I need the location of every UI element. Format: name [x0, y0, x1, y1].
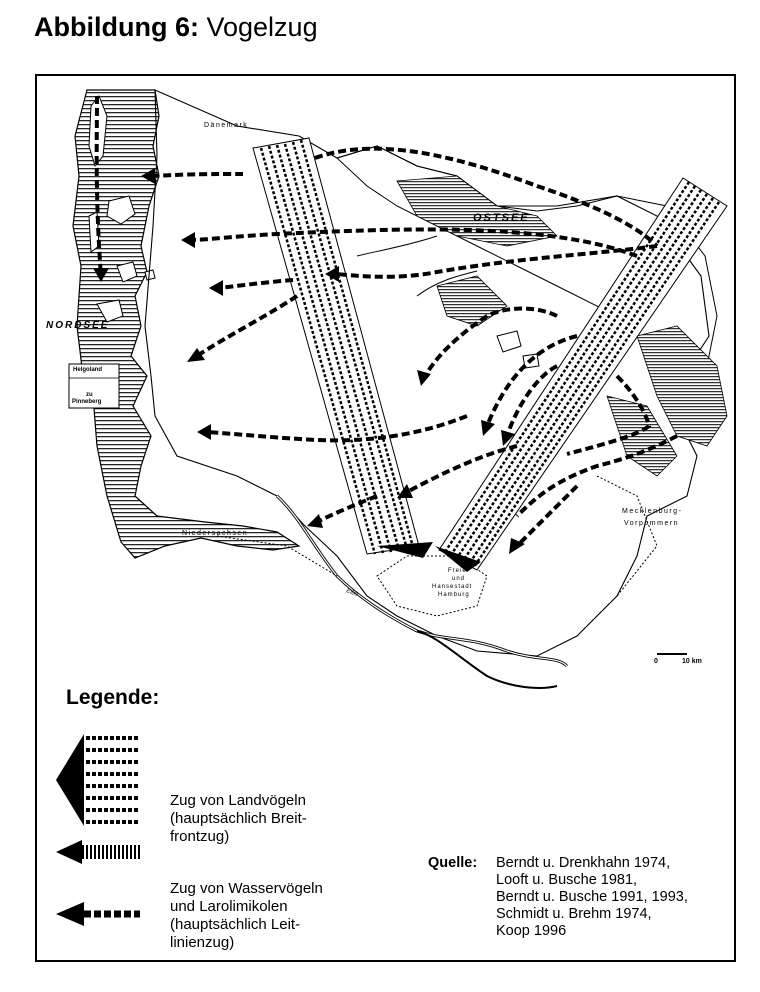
legend-water-line-2: und Larolimikolen [170, 898, 288, 915]
label-hh-2: und [452, 576, 466, 582]
label-hh-1: Freie [448, 568, 467, 574]
source-ref-2: Looft u. Busche 1981, [496, 872, 638, 888]
label-nordsee: NORDSEE [46, 320, 110, 331]
legend-broad-front-symbol [54, 730, 150, 830]
label-daenemark: Dänemark [204, 122, 249, 129]
legend-heading: Legende: [66, 686, 160, 709]
label-zu: zu [86, 392, 93, 398]
figure-title-text: Vogelzug [206, 12, 318, 42]
legend-water-line-1: Zug von Wasservögeln [170, 880, 323, 897]
legend-land-line-1: Zug von Landvögeln [170, 792, 306, 809]
label-elbe: Elbe [345, 588, 359, 598]
source-ref-4: Schmidt u. Brehm 1974, [496, 906, 652, 922]
label-helgoland: Helgoland [73, 367, 103, 373]
hallig [145, 270, 155, 280]
legend-water-birds-text [170, 880, 323, 952]
source-ref-3: Berndt u. Busche 1991, 1993, [496, 889, 688, 905]
label-hh-3: Hansestadt [432, 584, 473, 590]
legend-water-line-3: (hauptsächlich Leit- [170, 916, 301, 933]
source-list [496, 855, 688, 940]
legend-land-birds-text [170, 792, 307, 846]
source-ref-1: Berndt u. Drenkhahn 1974, [496, 855, 671, 871]
ostsee-hatch-2 [437, 276, 507, 326]
figure-number: Abbildung 6: [34, 12, 199, 42]
scale-zero: 0 [654, 658, 658, 665]
label-mv-2: Vorpommern [624, 520, 680, 527]
scale-max: 10 km [682, 658, 702, 665]
border-mv [597, 476, 657, 596]
legend-water-line-4: linienzug) [170, 934, 235, 951]
label-mv-1: Mecklenburg- [622, 508, 683, 515]
label-niedersachsen: Niedersachsen [182, 530, 249, 537]
legend-land-line-2: (hauptsächlich Breit- [170, 810, 307, 827]
lake-ploen [497, 331, 521, 352]
source-ref-5: Koop 1996 [496, 923, 567, 939]
label-pinneberg: Pinneberg [72, 399, 102, 405]
label-ostsee: OSTSEE [473, 212, 530, 224]
elbe-lower [417, 631, 557, 688]
source-label: Quelle: [428, 855, 478, 871]
legend-land-line-3: frontzug) [170, 828, 230, 845]
fjord-schlei [357, 236, 437, 256]
label-hh-4: Hamburg [438, 592, 470, 598]
legend-guideline-symbol [54, 900, 150, 928]
figure-title [34, 10, 318, 44]
legend-broad-front-arrow-symbol [54, 838, 150, 866]
